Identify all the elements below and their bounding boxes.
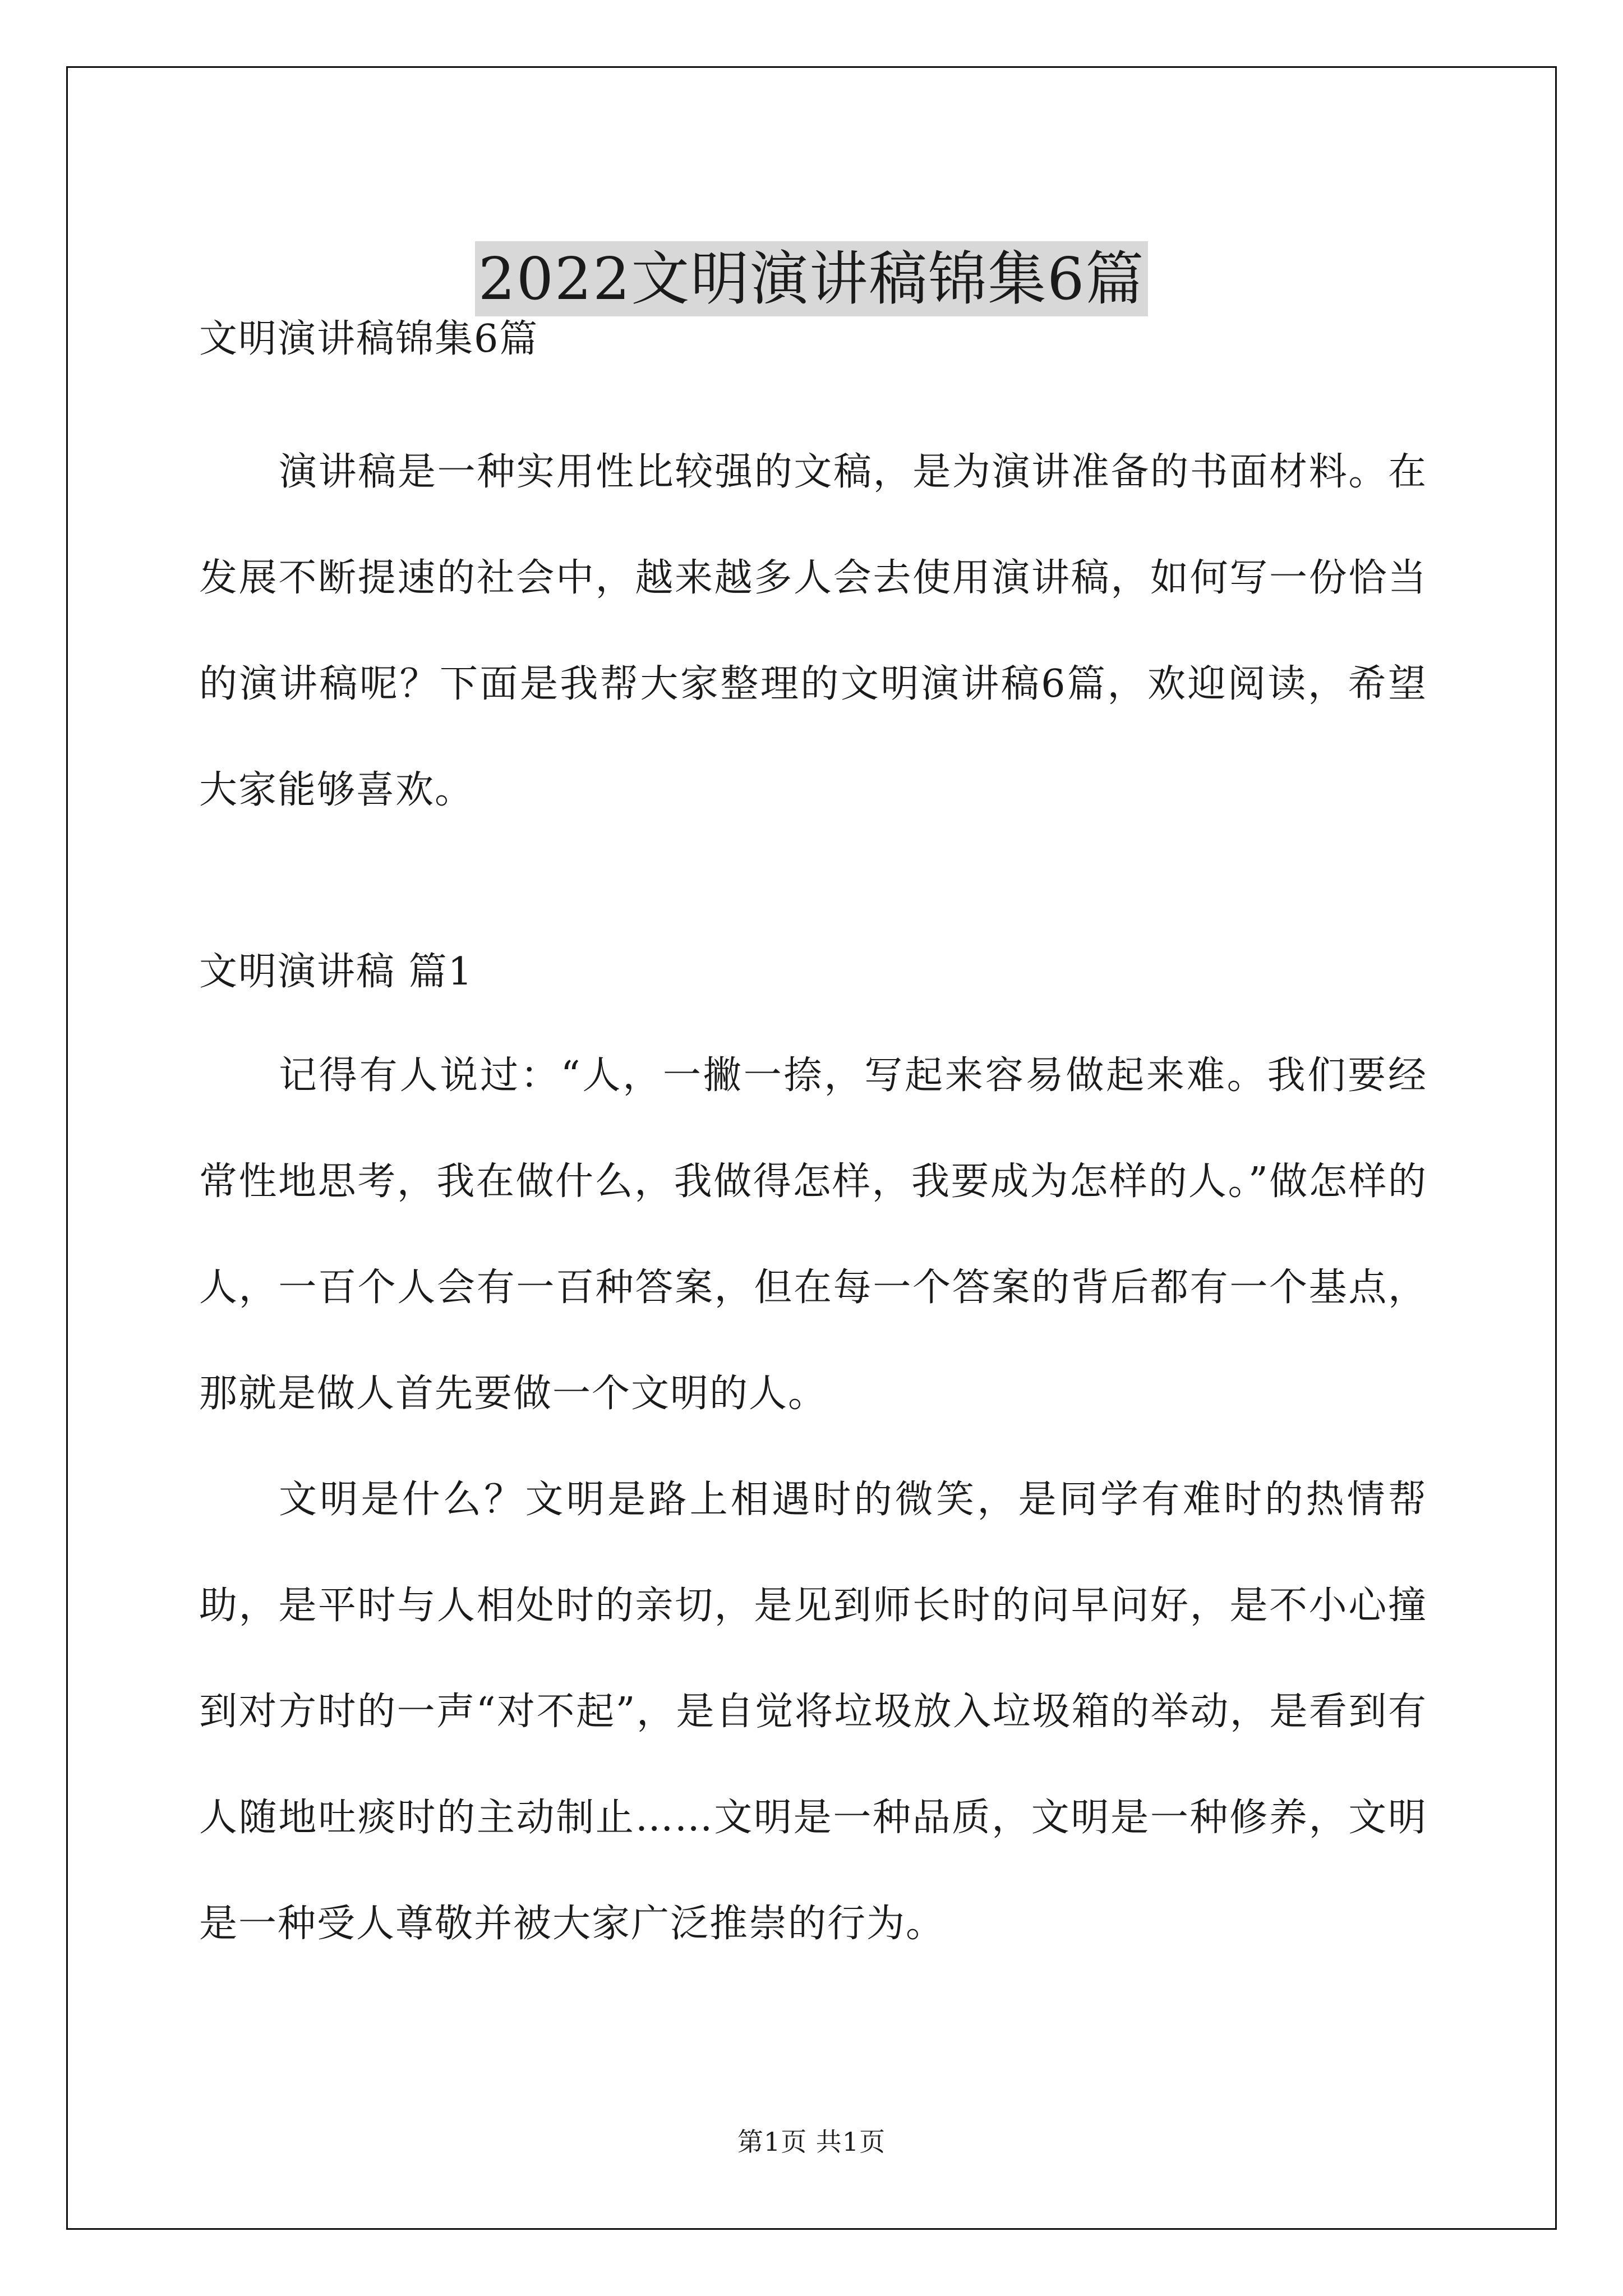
- section-heading: 文明演讲稿 篇1: [199, 950, 473, 994]
- document-body: [199, 311, 1427, 1977]
- page-footer: 第1页 共1页: [737, 2127, 886, 2157]
- body-paragraph-2: 文明是什么？文明是路上相遇时的微笑，是同学有难时的热情帮助，是平时与人相处时的亲切，是见到师长时的问早问好，是不小心撞到对方时的一声“对不起”，是自觉将垃圾放入垃圾箱的举动，是看到有人随地吐痰时的主动制止……文明是一种品质，文明是一种修养，文明是一种受人尊敬并被大家广泛推崇的行为。: [199, 1478, 1427, 1946]
- body-paragraph-1: 记得有人说过：“人，一撇一捺，写起来容易做起来难。我们要经常性地思考，我在做什么，我做得怎样，我要成为怎样的人。”做怎样的人，一百个人会有一百种答案，但在每一个答案的背后都有一个基点，那就是做人首先要做一个文明的人。: [199, 1053, 1427, 1416]
- document-subtitle: 文明演讲稿锦集6篇: [199, 317, 539, 361]
- document-title: 2022文明演讲稿锦集6篇: [475, 241, 1149, 316]
- intro-paragraph: 演讲稿是一种实用性比较强的文稿，是为演讲准备的书面材料。在发展不断提速的社会中，越来越多人会去使用演讲稿，如何写一份恰当的演讲稿呢？下面是我帮大家整理的文明演讲稿6篇，欢迎阅读，希望大家能够喜欢。: [199, 450, 1427, 812]
